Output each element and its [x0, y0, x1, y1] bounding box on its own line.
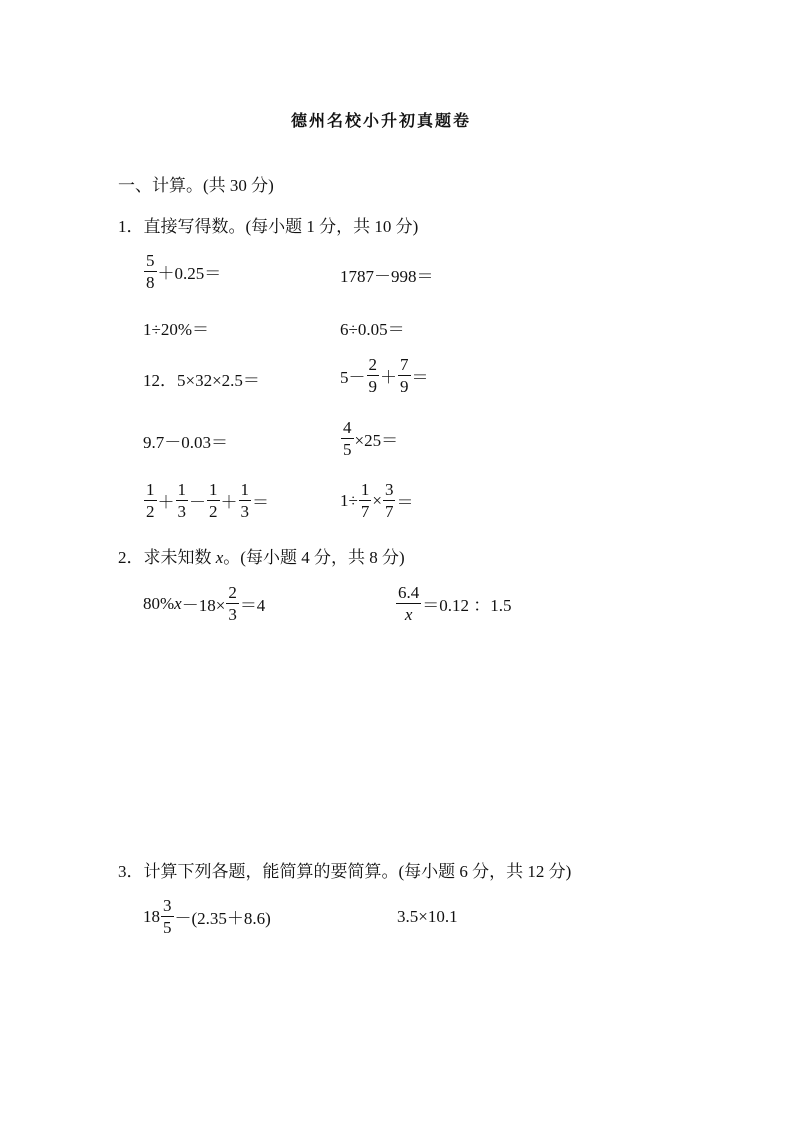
fraction: $\frac{1}{7}$	[360, 480, 370, 521]
fraction: $\frac{1}{2}$	[209, 480, 218, 521]
q3-expression-2: 3.5×10.1	[397, 907, 458, 926]
question-2-heading: 2．求未知数 x。(每小题 4 分，共 8 分)	[118, 548, 405, 567]
q1-item-g: 9.7－0.03＝	[143, 433, 228, 452]
variable-x: x	[215, 548, 224, 567]
q1-item-e: 12．5×32×2.5＝	[143, 371, 260, 390]
fraction: $\frac{4}{5}$	[343, 418, 352, 459]
q2-equation-1: 80% x －18× $\frac{2}{3}$ ＝4	[143, 583, 266, 624]
q1-item-b: 1787－998＝	[340, 267, 434, 286]
fraction: $\frac{6.4}{x}$	[398, 583, 420, 624]
q1-item-d: 6÷0.05＝	[340, 320, 405, 339]
fraction: $\frac{3}{7}$	[384, 480, 394, 521]
page-title: 德州名校小升初真题卷	[291, 113, 472, 130]
fraction: $\frac{1}{2}$	[146, 480, 155, 521]
q2-equation-2: $\frac{6.4}{x}$ ＝0.12 ：1.5	[398, 583, 512, 624]
fraction: $\frac{1}{3}$	[177, 480, 186, 521]
fraction: $\frac{2}{9}$	[368, 355, 377, 396]
fraction: $\frac{1}{3}$	[240, 480, 249, 521]
fraction: $\frac{7}{9}$	[400, 355, 409, 396]
q1-item-f: 5－ $\frac{2}{9}$ ＋ $\frac{7}{9}$ ＝	[340, 355, 429, 396]
question-1-heading: 1．直接写得数。(每小题 1 分，共 10 分)	[118, 217, 419, 236]
q1-item-j: 1÷ $\frac{1}{7}$ × $\frac{3}{7}$ ＝	[340, 480, 414, 521]
fraction: $\frac{3}{5}$	[163, 896, 172, 937]
q3-expression-1: 18 $\frac{3}{5}$ －(2.35＋8.6)	[143, 896, 271, 937]
q1-item-a: $\frac{5}{8}$ ＋0.25＝	[146, 251, 222, 292]
q1-item-h: $\frac{4}{5}$ ×25＝	[343, 418, 399, 459]
question-3-heading: 3．计算下列各题，能简算的要简算。(每小题 6 分，共 12 分)	[118, 862, 572, 881]
q1-item-i: $\frac{1}{2}$ ＋ $\frac{1}{3}$ － $\frac{1}{2}$ ＋ $\frac{1}{3}$ ＝	[146, 480, 269, 521]
fraction: $\frac{5}{8}$	[146, 251, 155, 292]
q1-item-c: 1÷20%＝	[143, 320, 209, 339]
fraction: $\frac{2}{3}$	[228, 583, 237, 624]
section-heading: 一、计算。(共 30 分)	[118, 176, 274, 195]
